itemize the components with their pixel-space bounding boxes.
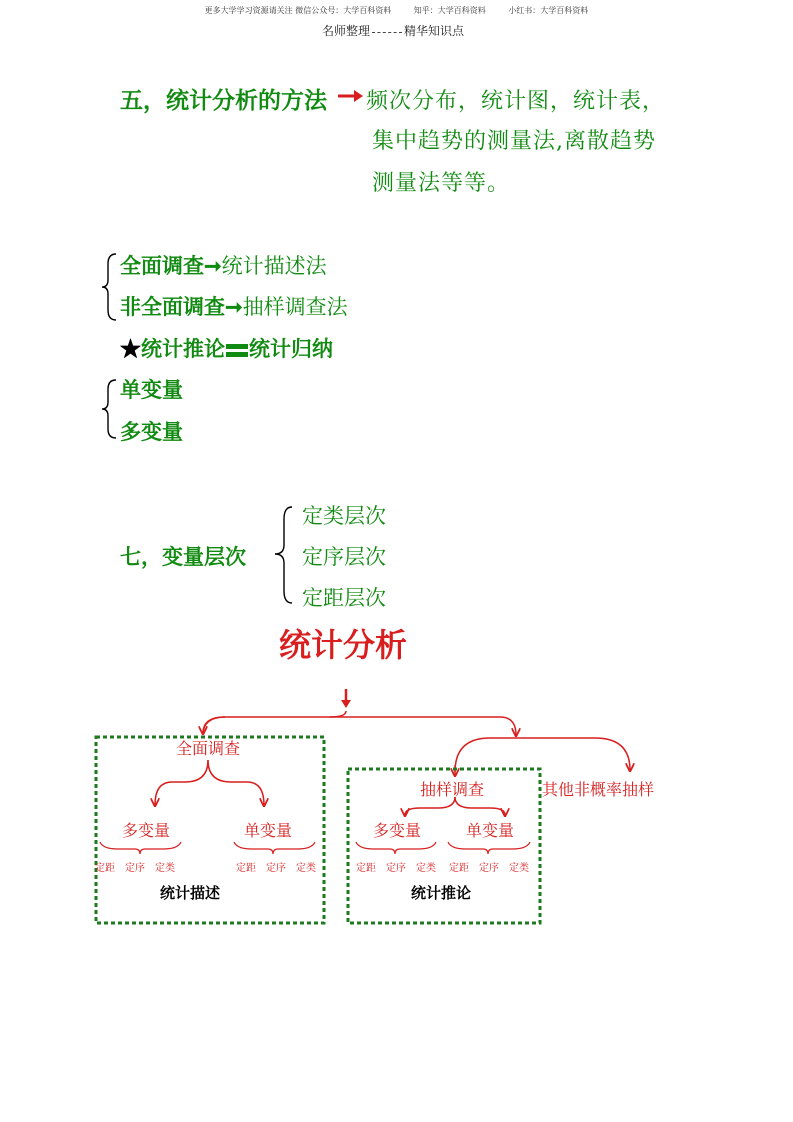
arrow-right-icon: ➞ (225, 294, 243, 319)
subheader-right: 精华知识点 (404, 24, 465, 38)
left-leaf: 定类 (155, 863, 175, 874)
group1-term: 非全面调查 (120, 294, 225, 319)
banner-item: 知乎：大学百科资料 (413, 6, 486, 15)
group2-item-2: 多变量 (120, 419, 183, 444)
section7-item-3: 定距层次 (302, 586, 386, 610)
group1-result: 统计描述法 (221, 254, 327, 278)
right-leaf: 定距 (449, 863, 469, 874)
group1-result: 抽样调查法 (242, 295, 348, 319)
banner-item: 更多大学学习资源请关注 微信公众号：大学百科资料 (204, 6, 392, 15)
right-leaf: 定类 (509, 863, 529, 874)
right-box-label: 抽样调查 (420, 780, 485, 799)
section7-item-1: 定类层次 (302, 504, 386, 528)
section7-item-2: 定序层次 (302, 545, 386, 569)
star-line-left: 统计推论 (141, 336, 225, 361)
section5-line-2: 集中趋势的测量法,离散趋势 (372, 129, 656, 154)
subheader-left: 名师整理 (322, 24, 371, 38)
right-leaf: 定距 (356, 863, 376, 874)
star-icon: ★ (120, 336, 141, 361)
section5-line-1: 频次分布，统计图，统计表， (366, 89, 666, 114)
group1-term: 全面调查 (120, 253, 204, 278)
right-leaf: 定序 (479, 863, 499, 874)
section5-line-3: 测量法等等。 (372, 171, 511, 196)
left-leaf: 定类 (296, 863, 316, 874)
right-box-caption: 统计推论 (411, 884, 472, 902)
right-branch-1: 多变量 (373, 821, 422, 840)
left-leaf: 定序 (266, 863, 286, 874)
left-leaf: 定序 (125, 863, 145, 874)
star-line-right: 统计归纳 (249, 336, 333, 361)
left-leaf: 定距 (236, 863, 256, 874)
banner-item: 小红书：大学百科资料 (508, 6, 589, 15)
group2-item-1: 单变量 (120, 377, 183, 402)
left-branch-2: 单变量 (244, 821, 293, 840)
left-leaf: 定距 (95, 863, 115, 874)
arrow-right-icon: ➞ (204, 253, 222, 278)
diagram-title: 统计分析 (279, 626, 408, 664)
right-branch-2: 单变量 (466, 821, 515, 840)
left-box-label: 全面调查 (176, 739, 241, 758)
left-box-caption: 统计描述 (160, 884, 221, 902)
right-leaf: 定类 (416, 863, 436, 874)
section5-heading: 五，统计分析的方法 (120, 87, 327, 114)
left-branch-1: 多变量 (122, 821, 171, 840)
other-sampling-label: 其他非概率抽样 (542, 780, 655, 799)
section7-heading: 七，变量层次 (120, 544, 246, 569)
right-leaf: 定序 (386, 863, 406, 874)
